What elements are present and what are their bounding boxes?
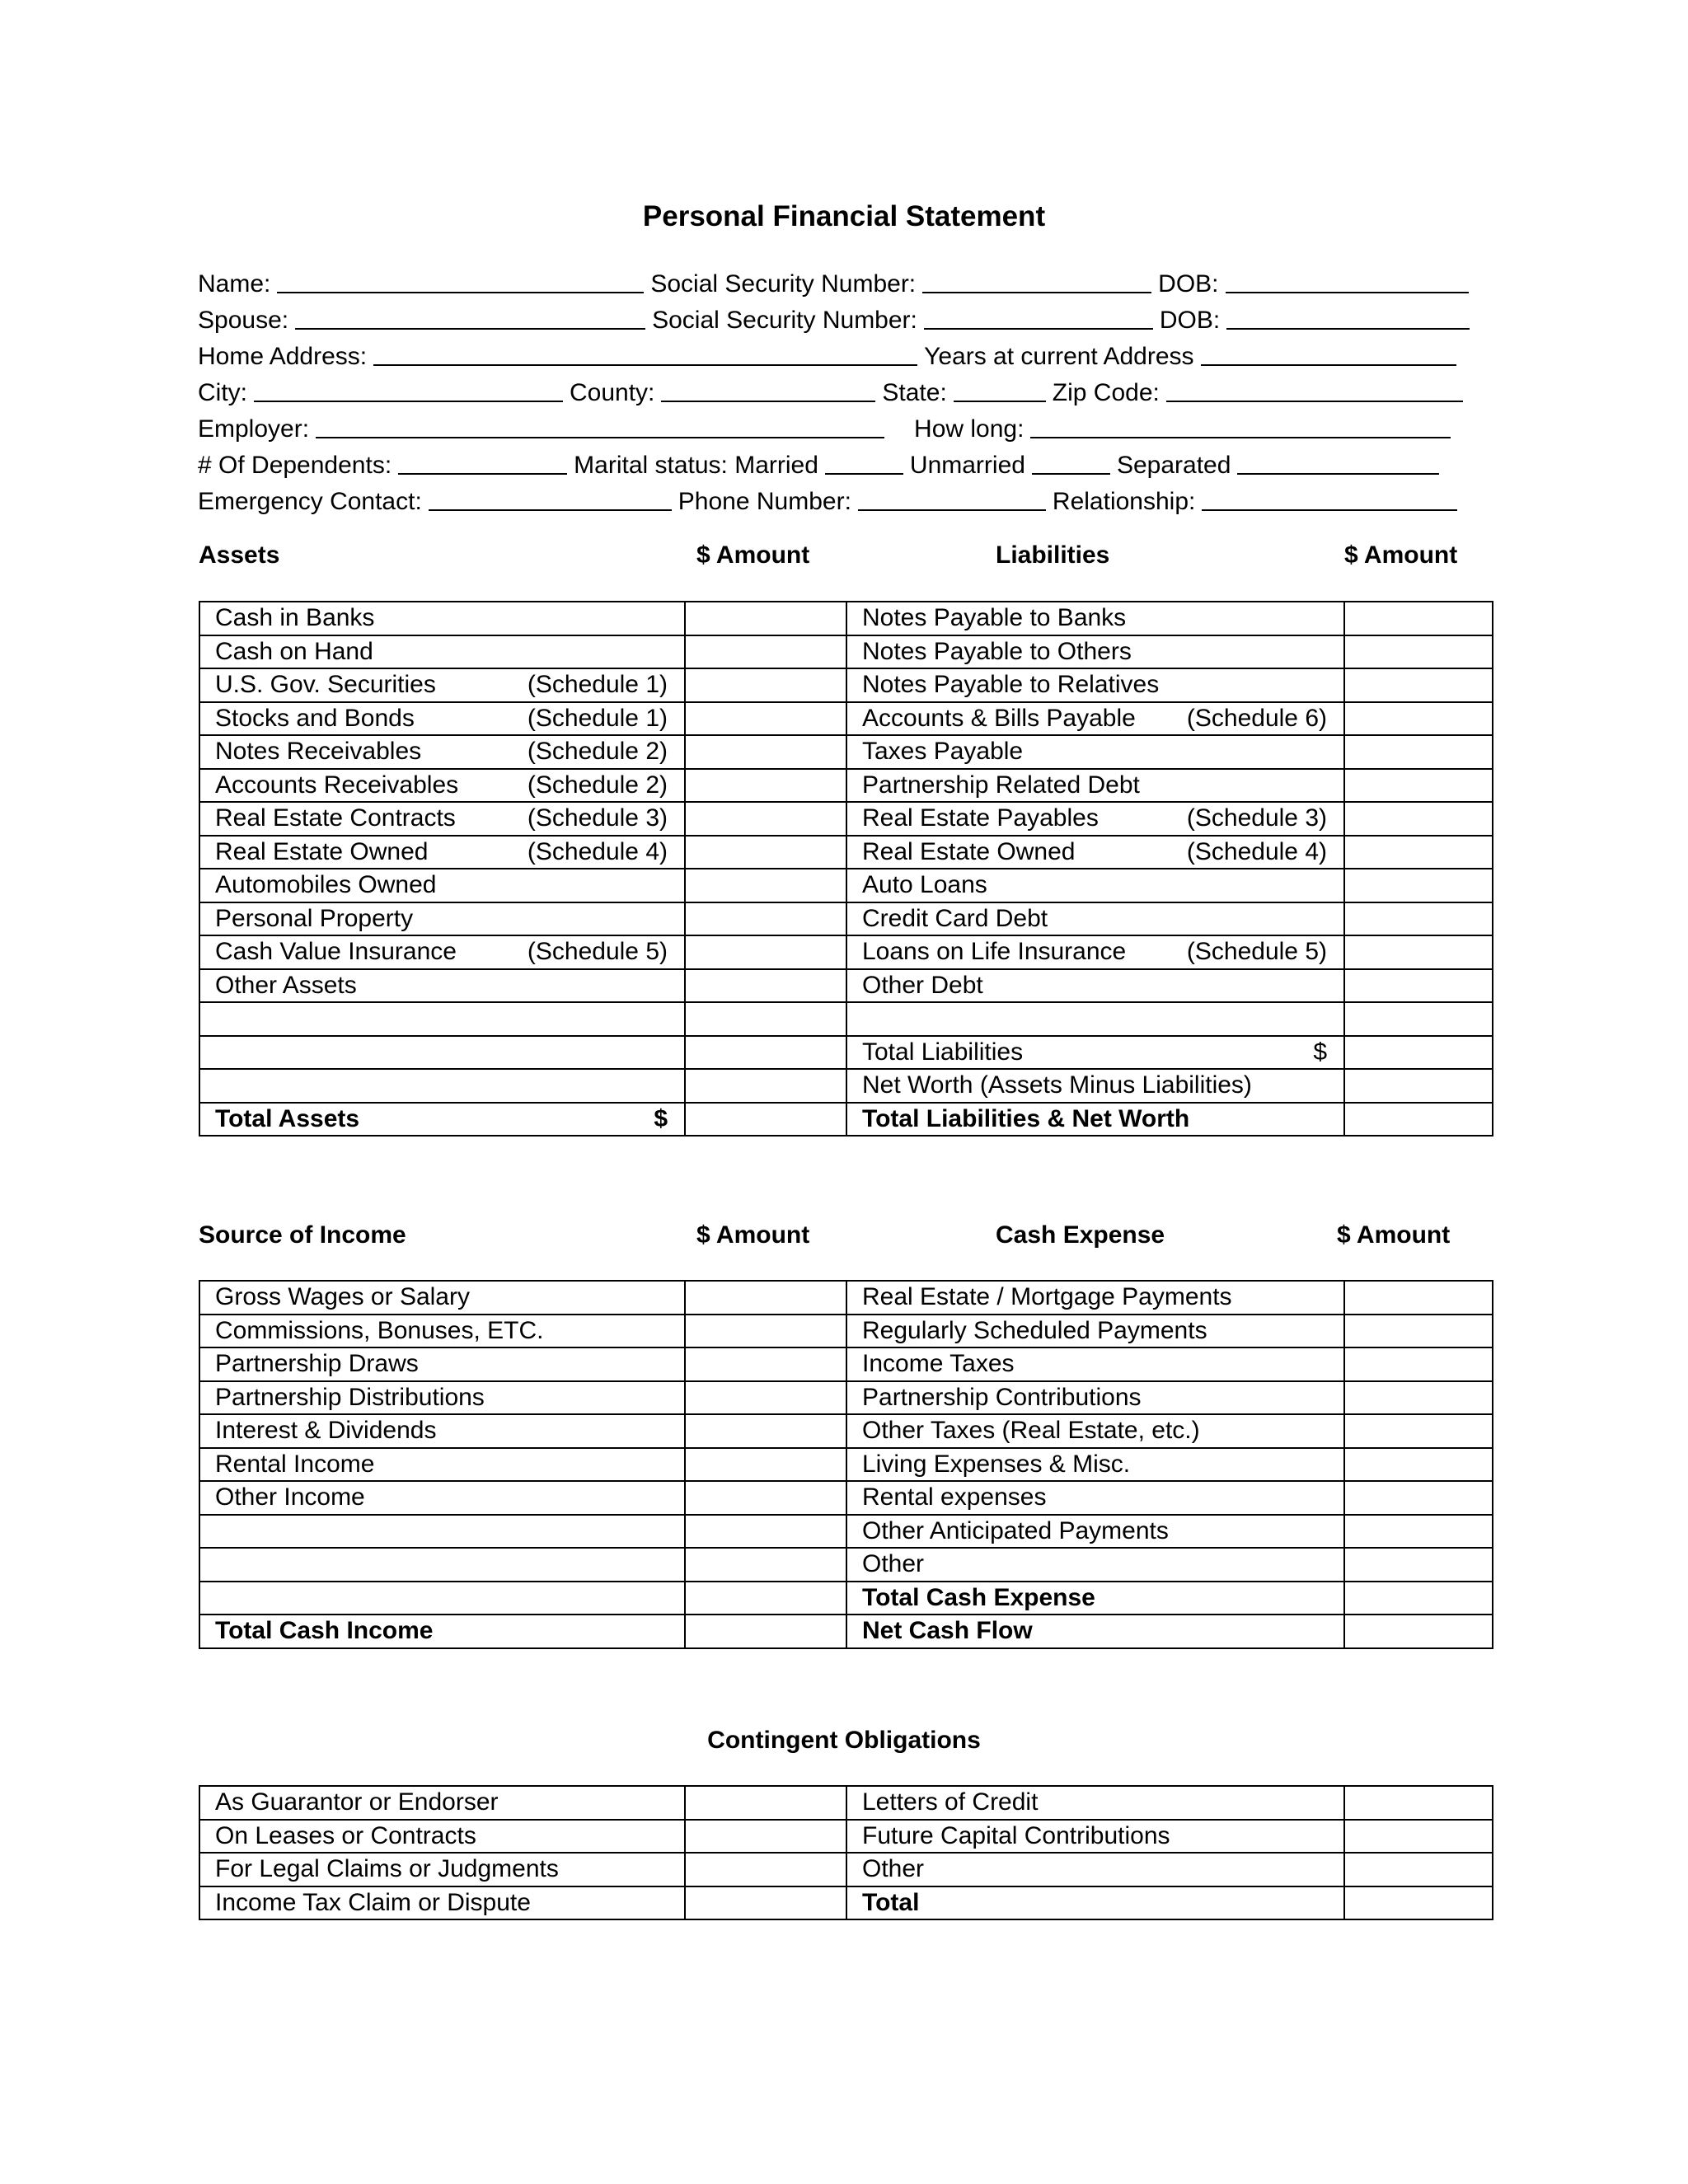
employer-label: Employer: [198, 415, 310, 443]
info-line-name [198, 262, 1500, 298]
assets-right-cell [846, 836, 1344, 869]
years-at-address-field[interactable] [1201, 343, 1456, 366]
income-total-expense-left-amount-input[interactable] [685, 1582, 846, 1615]
relationship-field[interactable] [1202, 488, 1457, 511]
income-total-expense-right-cell [846, 1582, 1344, 1615]
assets-right-cell [846, 635, 1344, 669]
income-right-amount-input[interactable] [1344, 1481, 1493, 1515]
income-left-cell [199, 1548, 685, 1582]
income-left-label: Interest & Dividends [215, 1417, 437, 1445]
income-left-label: Partnership Draws [215, 1350, 419, 1378]
income-right-amount-input[interactable] [1344, 1281, 1493, 1315]
assets-left-schedule: (Schedule 5) [527, 938, 668, 966]
assets-right-schedule: (Schedule 3) [1186, 804, 1327, 832]
contingent-row [199, 1820, 1493, 1854]
assets-left-schedule: (Schedule 4) [527, 837, 668, 865]
assets-left-label: Other Assets [215, 971, 357, 999]
assets-left-label: Stocks and Bonds [215, 704, 415, 732]
income-row [199, 1281, 1493, 1315]
income-right-cell [846, 1315, 1344, 1348]
assets-left-schedule: (Schedule 1) [527, 704, 668, 732]
assets-left-amount-input[interactable] [685, 635, 846, 669]
contingent-right-label: Other [862, 1855, 925, 1883]
income-row [199, 1481, 1493, 1515]
assets-row [199, 735, 1493, 769]
assets-row [199, 1002, 1493, 1036]
contingent-total-right-label: Total [862, 1888, 920, 1916]
assets-right-schedule: (Schedule 4) [1186, 837, 1327, 865]
info-line-city [198, 371, 1500, 407]
contingent-right-amount-input[interactable] [1344, 1853, 1493, 1886]
liabilities-amount-header: $ Amount [1344, 541, 1458, 569]
assets-left-amount-input[interactable] [685, 769, 846, 803]
income-total-right-amount-input[interactable] [1344, 1615, 1493, 1648]
assets-right-label: Other Debt [862, 971, 983, 999]
contingent-right-cell [846, 1786, 1344, 1820]
assets-right-amount-input[interactable] [1344, 1036, 1493, 1070]
income-left-amount-input[interactable] [685, 1481, 846, 1515]
income-total-left-label: Total Cash Income [215, 1617, 434, 1645]
income-total-expense-row [199, 1582, 1493, 1615]
income-right-cell [846, 1381, 1344, 1415]
assets-left-label: Real Estate Contracts [215, 804, 456, 832]
income-amount-header: $ Amount [696, 1221, 810, 1249]
assets-right-cell [846, 935, 1344, 969]
assets-left-cell [199, 1002, 685, 1036]
income-total-row [199, 1615, 1493, 1648]
income-right-label: Real Estate / Mortgage Payments [862, 1283, 1232, 1311]
assets-right-amount-input[interactable] [1344, 735, 1493, 769]
income-right-label: Other Taxes (Real Estate, etc.) [862, 1417, 1200, 1445]
info-line-dependents [198, 443, 1500, 480]
assets-right-amount-input[interactable] [1344, 1002, 1493, 1036]
home-address-label: Home Address: [198, 343, 368, 370]
contingent-left-amount-input[interactable] [685, 1820, 846, 1854]
phone-number-field[interactable] [858, 488, 1046, 511]
contingent-table [199, 1785, 1493, 1920]
income-right-label: Other [862, 1550, 925, 1578]
contingent-left-amount-input[interactable] [685, 1786, 846, 1820]
assets-row [199, 702, 1493, 736]
assets-right-amount-input[interactable] [1344, 702, 1493, 736]
income-left-amount-input[interactable] [685, 1448, 846, 1482]
dob-field[interactable] [1226, 270, 1469, 293]
income-left-label: Rental Income [215, 1450, 375, 1478]
assets-left-amount-input[interactable] [685, 668, 846, 702]
income-right-label: Living Expenses & Misc. [862, 1450, 1131, 1478]
contingent-total-left-label: Income Tax Claim or Dispute [215, 1888, 531, 1916]
assets-left-amount-input[interactable] [685, 602, 846, 635]
city-field[interactable] [254, 379, 563, 402]
assets-right-cell [846, 1069, 1344, 1103]
zip-field[interactable] [1166, 379, 1463, 402]
city-label: City: [198, 379, 247, 406]
assets-right-cell [846, 668, 1344, 702]
page-title: Personal Financial Statement [642, 200, 1046, 232]
income-right-amount-input[interactable] [1344, 1347, 1493, 1381]
assets-row [199, 935, 1493, 969]
zip-label: Zip Code: [1052, 379, 1160, 406]
assets-left-cell [199, 769, 685, 803]
assets-row [199, 1036, 1493, 1070]
assets-left-amount-input[interactable] [685, 1002, 846, 1036]
contingent-total-left-cell [199, 1886, 685, 1920]
ssn-field[interactable] [922, 270, 1151, 293]
assets-right-cell [846, 902, 1344, 936]
income-left-cell [199, 1414, 685, 1448]
assets-right-amount-input[interactable] [1344, 969, 1493, 1003]
assets-right-label: Notes Payable to Banks [862, 604, 1127, 632]
contingent-right-amount-input[interactable] [1344, 1820, 1493, 1854]
contingent-left-cell [199, 1786, 685, 1820]
name-field[interactable] [277, 270, 644, 293]
assets-total-right-cell [846, 1103, 1344, 1137]
contingent-left-label: As Guarantor or Endorser [215, 1788, 499, 1816]
income-row [199, 1381, 1493, 1415]
assets-left-amount-input[interactable] [685, 869, 846, 902]
assets-right-cell [846, 769, 1344, 803]
income-right-label: Partnership Contributions [862, 1383, 1142, 1411]
assets-left-amount-input[interactable] [685, 902, 846, 936]
separated-label: Separated [1116, 452, 1231, 479]
assets-right-label: Total Liabilities [862, 1038, 1024, 1066]
assets-row [199, 869, 1493, 902]
assets-left-schedule: (Schedule 2) [527, 771, 668, 799]
assets-left-cell [199, 935, 685, 969]
home-address-field[interactable] [373, 343, 917, 366]
assets-right-cell [846, 735, 1344, 769]
assets-left-amount-input[interactable] [685, 802, 846, 836]
income-left-label: Other Income [215, 1483, 365, 1511]
unmarried-label: Unmarried [909, 452, 1025, 479]
assets-right-label: Real Estate Owned [862, 837, 1076, 865]
phone-number-label: Phone Number: [678, 488, 851, 515]
assets-left-label: U.S. Gov. Securities [215, 671, 436, 699]
contingent-total-left-amount-input[interactable] [685, 1886, 846, 1920]
assets-total-right-amount-input[interactable] [1344, 1103, 1493, 1137]
assets-row [199, 802, 1493, 836]
assets-right-cell [846, 869, 1344, 902]
income-right-cell [846, 1548, 1344, 1582]
assets-left-schedule: (Schedule 2) [527, 738, 668, 766]
assets-right-amount-input[interactable] [1344, 602, 1493, 635]
contingent-row [199, 1853, 1493, 1886]
separated-field[interactable] [1237, 452, 1439, 475]
dependents-field[interactable] [398, 452, 567, 475]
contingent-total-right-amount-input[interactable] [1344, 1886, 1493, 1920]
years-at-address-label: Years at current Address [924, 343, 1194, 370]
spouse-ssn-field[interactable] [924, 307, 1153, 330]
assets-left-cell [199, 1069, 685, 1103]
dependents-label: # Of Dependents: [198, 452, 392, 479]
income-left-amount-input[interactable] [685, 1281, 846, 1315]
contingent-left-amount-input[interactable] [685, 1853, 846, 1886]
spouse-ssn-label: Social Security Number: [652, 307, 917, 334]
income-left-cell [199, 1347, 685, 1381]
income-total-expense-right-amount-input[interactable] [1344, 1582, 1493, 1615]
employer-field[interactable] [316, 415, 884, 438]
emergency-contact-label: Emergency Contact: [198, 488, 422, 515]
assets-right-label: Net Worth (Assets Minus Liabilities) [862, 1071, 1252, 1099]
assets-left-cell [199, 668, 685, 702]
assets-right-cell [846, 1002, 1344, 1036]
contingent-right-label: Letters of Credit [862, 1788, 1039, 1816]
assets-left-cell [199, 1036, 685, 1070]
assets-left-cell [199, 969, 685, 1003]
personal-info-section [198, 262, 1500, 516]
contingent-right-amount-input[interactable] [1344, 1786, 1493, 1820]
spouse-dob-field[interactable] [1226, 307, 1470, 330]
income-expense-table [199, 1280, 1493, 1649]
income-total-expense-right-label: Total Cash Expense [862, 1583, 1095, 1611]
spouse-dob-label: DOB: [1159, 307, 1221, 334]
income-total-expense-left-cell [199, 1582, 685, 1615]
county-label: County: [570, 379, 655, 406]
income-total-right-cell [846, 1615, 1344, 1648]
assets-row [199, 602, 1493, 635]
emergency-contact-field[interactable] [429, 488, 672, 511]
assets-row [199, 836, 1493, 869]
income-right-cell [846, 1347, 1344, 1381]
how-long-label: How long: [914, 415, 1025, 443]
assets-left-amount-input[interactable] [685, 836, 846, 869]
income-right-amount-input[interactable] [1344, 1414, 1493, 1448]
assets-right-amount-input[interactable] [1344, 935, 1493, 969]
info-line-employer [198, 407, 1500, 443]
income-left-cell [199, 1281, 685, 1315]
assets-left-label: Accounts Receivables [215, 771, 459, 799]
income-total-right-label: Net Cash Flow [862, 1617, 1033, 1645]
assets-right-amount-input[interactable] [1344, 668, 1493, 702]
state-field[interactable] [954, 379, 1046, 402]
assets-total-left-schedule: $ [654, 1104, 668, 1132]
income-right-label: Regularly Scheduled Payments [862, 1316, 1207, 1344]
income-right-cell [846, 1515, 1344, 1549]
assets-left-amount-input[interactable] [685, 1069, 846, 1103]
income-right-amount-input[interactable] [1344, 1448, 1493, 1482]
assets-row [199, 1069, 1493, 1103]
assets-total-right-label: Total Liabilities & Net Worth [862, 1104, 1190, 1132]
assets-left-cell [199, 836, 685, 869]
assets-left-label: Notes Receivables [215, 738, 422, 766]
assets-right-label: Auto Loans [862, 871, 987, 899]
income-left-amount-input[interactable] [685, 1515, 846, 1549]
assets-row [199, 635, 1493, 669]
assets-left-label: Personal Property [215, 904, 414, 932]
income-total-left-cell [199, 1615, 685, 1648]
assets-left-amount-input[interactable] [685, 702, 846, 736]
assets-right-cell [846, 802, 1344, 836]
income-left-label: Partnership Distributions [215, 1383, 485, 1411]
assets-left-schedule: (Schedule 3) [527, 804, 668, 832]
income-left-amount-input[interactable] [685, 1381, 846, 1415]
assets-right-schedule: (Schedule 6) [1186, 704, 1327, 732]
info-line-emergency [198, 480, 1500, 516]
assets-right-label: Notes Payable to Relatives [862, 671, 1160, 699]
assets-liabilities-table [199, 601, 1493, 1137]
assets-left-cell [199, 802, 685, 836]
income-left-amount-input[interactable] [685, 1347, 846, 1381]
contingent-total-right-cell [846, 1886, 1344, 1920]
liabilities-header: Liabilities [996, 541, 1110, 569]
income-left-cell [199, 1515, 685, 1549]
assets-right-amount-input[interactable] [1344, 836, 1493, 869]
contingent-right-label: Future Capital Contributions [862, 1821, 1170, 1849]
assets-row [199, 769, 1493, 803]
assets-right-amount-input[interactable] [1344, 869, 1493, 902]
income-right-amount-input[interactable] [1344, 1381, 1493, 1415]
assets-right-amount-input[interactable] [1344, 902, 1493, 936]
assets-left-label: Cash Value Insurance [215, 938, 457, 966]
assets-right-label: Accounts & Bills Payable [862, 704, 1136, 732]
dob-label: DOB: [1158, 270, 1219, 298]
relationship-label: Relationship: [1052, 488, 1196, 515]
income-total-left-amount-input[interactable] [685, 1615, 846, 1648]
assets-right-label: Real Estate Payables [862, 804, 1099, 832]
income-right-cell [846, 1481, 1344, 1515]
ssn-label: Social Security Number: [650, 270, 917, 298]
married-field[interactable] [825, 452, 903, 475]
income-right-amount-input[interactable] [1344, 1315, 1493, 1348]
income-left-cell [199, 1481, 685, 1515]
assets-total-row [199, 1103, 1493, 1137]
assets-right-cell [846, 702, 1344, 736]
assets-right-amount-input[interactable] [1344, 635, 1493, 669]
assets-right-label: Partnership Related Debt [862, 771, 1140, 799]
assets-right-label: Loans on Life Insurance [862, 938, 1127, 966]
assets-right-cell [846, 1036, 1344, 1070]
assets-right-amount-input[interactable] [1344, 769, 1493, 803]
assets-left-cell [199, 635, 685, 669]
assets-right-schedule: $ [1313, 1038, 1327, 1066]
contingent-row [199, 1786, 1493, 1820]
marital-status-label: Marital status: Married [574, 452, 818, 479]
contingent-right-cell [846, 1820, 1344, 1854]
income-header: Source of Income [199, 1221, 406, 1249]
assets-left-amount-input[interactable] [685, 969, 846, 1003]
contingent-total-row [199, 1886, 1493, 1920]
how-long-field[interactable] [1030, 415, 1451, 438]
income-right-cell [846, 1281, 1344, 1315]
assets-right-label: Taxes Payable [862, 738, 1024, 766]
assets-left-label: Cash in Banks [215, 604, 375, 632]
income-right-amount-input[interactable] [1344, 1515, 1493, 1549]
assets-left-cell [199, 902, 685, 936]
assets-left-label: Cash on Hand [215, 637, 373, 665]
contingent-left-label: For Legal Claims or Judgments [215, 1855, 559, 1883]
assets-row [199, 668, 1493, 702]
income-row [199, 1414, 1493, 1448]
income-row [199, 1347, 1493, 1381]
assets-left-label: Automobiles Owned [215, 871, 437, 899]
state-label: State: [882, 379, 947, 406]
income-left-label: Gross Wages or Salary [215, 1283, 470, 1311]
spouse-field[interactable] [295, 307, 645, 330]
assets-right-label: Notes Payable to Others [862, 637, 1132, 665]
income-right-label: Rental expenses [862, 1483, 1047, 1511]
assets-right-amount-input[interactable] [1344, 1069, 1493, 1103]
assets-total-left-label: Total Assets [215, 1104, 360, 1132]
income-right-amount-input[interactable] [1344, 1548, 1493, 1582]
info-line-spouse [198, 298, 1500, 335]
assets-left-cell [199, 602, 685, 635]
income-row [199, 1548, 1493, 1582]
assets-right-amount-input[interactable] [1344, 802, 1493, 836]
assets-row [199, 969, 1493, 1003]
assets-left-cell [199, 702, 685, 736]
assets-left-amount-input[interactable] [685, 735, 846, 769]
contingent-right-cell [846, 1853, 1344, 1886]
assets-left-label: Real Estate Owned [215, 837, 429, 865]
county-field[interactable] [661, 379, 875, 402]
income-left-cell [199, 1381, 685, 1415]
unmarried-field[interactable] [1032, 452, 1110, 475]
income-right-label: Other Anticipated Payments [862, 1516, 1169, 1544]
assets-left-amount-input[interactable] [685, 935, 846, 969]
income-left-amount-input[interactable] [685, 1315, 846, 1348]
spouse-label: Spouse: [198, 307, 289, 334]
assets-left-cell [199, 735, 685, 769]
expense-amount-header: $ Amount [1337, 1221, 1451, 1249]
assets-amount-header: $ Amount [696, 541, 810, 569]
assets-right-schedule: (Schedule 5) [1186, 938, 1327, 966]
info-line-address [198, 335, 1500, 371]
assets-right-cell [846, 969, 1344, 1003]
assets-total-left-amount-input[interactable] [685, 1103, 846, 1137]
income-right-cell [846, 1448, 1344, 1482]
assets-left-amount-input[interactable] [685, 1036, 846, 1070]
assets-total-left-cell [199, 1103, 685, 1137]
assets-row [199, 902, 1493, 936]
income-row [199, 1448, 1493, 1482]
income-left-label: Commissions, Bonuses, ETC. [215, 1316, 544, 1344]
contingent-left-label: On Leases or Contracts [215, 1821, 476, 1849]
income-row [199, 1315, 1493, 1348]
income-left-amount-input[interactable] [685, 1414, 846, 1448]
contingent-left-cell [199, 1820, 685, 1854]
assets-left-schedule: (Schedule 1) [527, 671, 668, 699]
income-right-cell [846, 1414, 1344, 1448]
contingent-left-cell [199, 1853, 685, 1886]
assets-right-label: Credit Card Debt [862, 904, 1048, 932]
contingent-header: Contingent Obligations [707, 1727, 981, 1754]
assets-left-cell [199, 869, 685, 902]
assets-right-cell [846, 602, 1344, 635]
expense-header: Cash Expense [996, 1221, 1165, 1249]
income-left-cell [199, 1448, 685, 1482]
assets-header: Assets [199, 541, 280, 569]
income-left-amount-input[interactable] [685, 1548, 846, 1582]
income-row [199, 1515, 1493, 1549]
name-label: Name: [198, 270, 271, 298]
income-left-cell [199, 1315, 685, 1348]
income-right-label: Income Taxes [862, 1350, 1015, 1378]
